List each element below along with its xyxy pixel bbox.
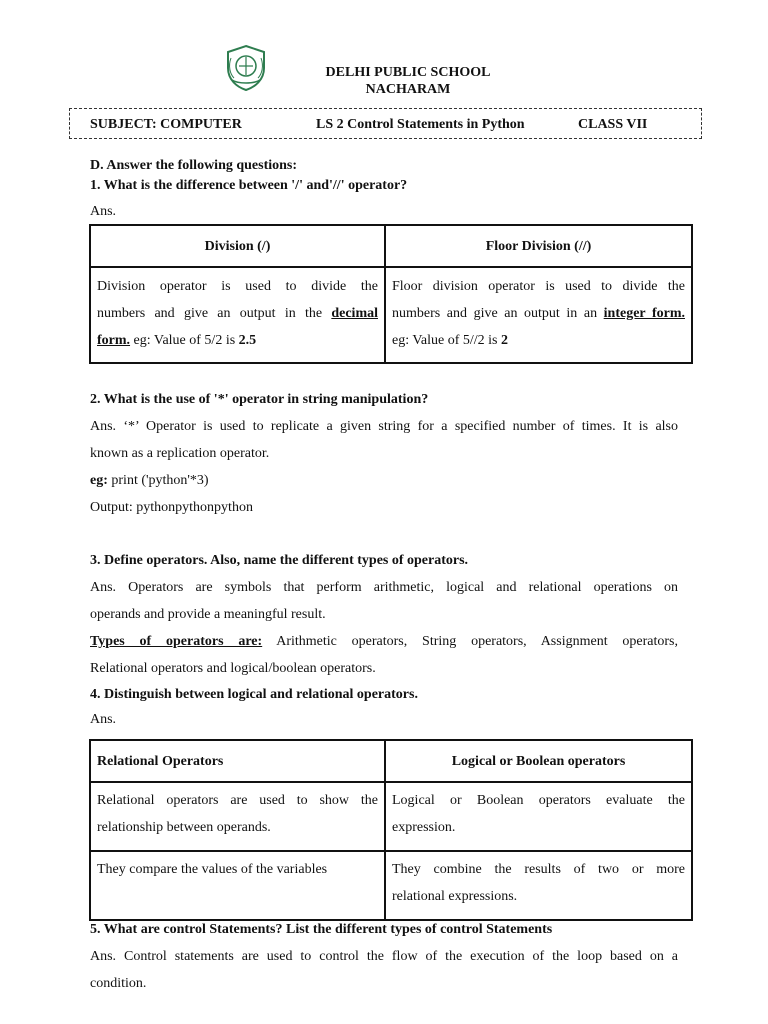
division-description: Division operator is used to divide the numbers and give an output in the decimal form. eg: Value of 5/2 is 2.5 <box>90 267 385 363</box>
q3-answer-line2: operands and provide a meaningful result. <box>90 607 326 622</box>
floor-division-header: Floor Division (//) <box>385 225 692 267</box>
operators-comparison-table <box>89 739 693 921</box>
school-branch: NACHARAM <box>365 82 451 97</box>
q5-answer-line1: Ans. Control statements are used to control the flow of the execution of the loop based on a <box>90 949 678 964</box>
q1-question: 1. What is the difference between '/' and'//' operator? <box>90 178 408 193</box>
q2-answer-line1: Ans. ‘*’ Operator is used to replicate a given string for a specified number of times. It is also <box>90 419 678 434</box>
relational-function: They compare the values of the variables <box>90 851 385 920</box>
table-row <box>90 851 692 920</box>
table-row <box>90 267 692 363</box>
q2-example: eg: print ('python'*3) <box>90 473 209 488</box>
table-header-row <box>90 740 692 782</box>
division-comparison-table <box>89 224 693 364</box>
subject-bar <box>69 108 702 139</box>
q2-question: 2. What is the use of '*' operator in string manipulation? <box>90 392 429 407</box>
logical-function: They combine the results of two or more relational expressions. <box>385 851 692 920</box>
table-header-row <box>90 225 692 267</box>
logical-definition: Logical or Boolean operators evaluate the expression. <box>385 782 692 851</box>
floor-division-description: Floor division operator is used to divide the numbers and give an output in an integer form. eg: Value of 5//2 is 2 <box>385 267 692 363</box>
relational-definition: Relational operators are used to show the relationship between operands. <box>90 782 385 851</box>
q4-ans-label: Ans. <box>90 712 117 727</box>
subject-label: SUBJECT: COMPUTER <box>90 117 242 132</box>
school-name: DELHI PUBLIC SCHOOL <box>325 65 491 80</box>
q5-answer-line2: condition. <box>90 976 147 991</box>
lesson-title: LS 2 Control Statements in Python <box>316 117 525 132</box>
q2-answer-line2: known as a replication operator. <box>90 446 270 461</box>
q3-types-line1: Types of operators are: Arithmetic operators, String operators, Assignment operators, <box>90 634 678 649</box>
logical-header: Logical or Boolean operators <box>385 740 692 782</box>
class-label: CLASS VII <box>578 117 648 132</box>
q3-answer-line1: Ans. Operators are symbols that perform arithmetic, logical and relational operations on <box>90 580 678 595</box>
q3-question: 3. Define operators. Also, name the different types of operators. <box>90 553 469 568</box>
division-header: Division (/) <box>90 225 385 267</box>
q2-output: Output: pythonpythonpython <box>90 500 253 515</box>
school-crest-logo <box>222 44 270 92</box>
section-heading: D. Answer the following questions: <box>90 158 298 173</box>
table-row <box>90 782 692 851</box>
q4-question: 4. Distinguish between logical and relational operators. <box>90 687 418 702</box>
q5-question: 5. What are control Statements? List the different types of control Statements <box>90 922 553 937</box>
q3-types-line2: Relational operators and logical/boolean operators. <box>90 661 376 676</box>
relational-header: Relational Operators <box>90 740 385 782</box>
q1-ans-label: Ans. <box>90 204 117 219</box>
